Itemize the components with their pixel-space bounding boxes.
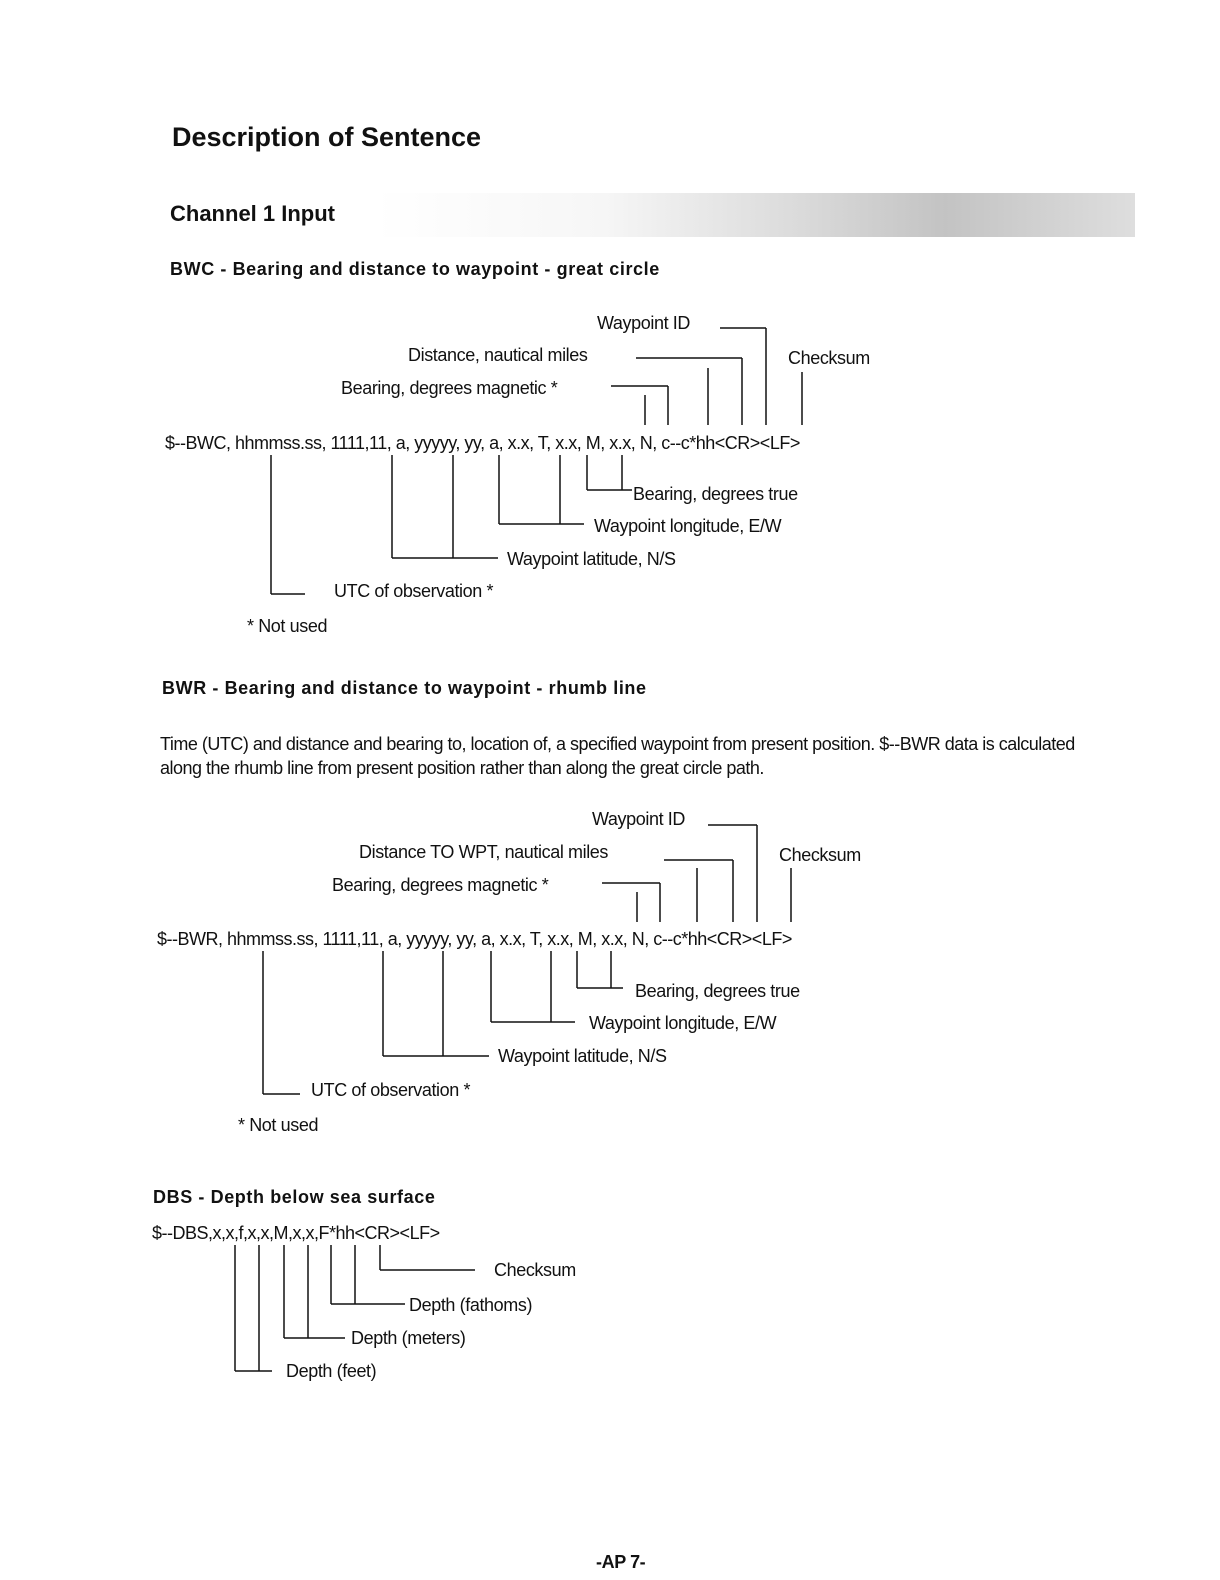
dbs-label-meters: Depth (meters) (351, 1328, 466, 1348)
bwc-label-waypoint-latitude: Waypoint latitude, N/S (507, 549, 676, 569)
bwr-description: Time (UTC) and distance and bearing to, location of, a specified waypoint from present position. $--BWR data is calculated along the rhumb line from present position rather than along the great circle path. (160, 734, 1075, 778)
bwc-label-waypoint-id: Waypoint ID (597, 313, 690, 333)
bwc-label-distance: Distance, nautical miles (408, 345, 588, 365)
bwr-label-utc: UTC of observation * (311, 1080, 471, 1100)
bwr-label-distance: Distance TO WPT, nautical miles (359, 842, 609, 862)
bwc-footnote: * Not used (247, 616, 328, 636)
bwr-label-bearing-true: Bearing, degrees true (635, 981, 800, 1001)
bwr-label-waypoint-id: Waypoint ID (592, 809, 685, 829)
bwc-label-bearing-magnetic: Bearing, degrees magnetic * (341, 378, 558, 398)
dbs-sentence: $--DBS,x,x,f,x,x,M,x,x,F*hh<CR><LF> (152, 1223, 440, 1243)
bwr-footnote: * Not used (238, 1115, 319, 1135)
channel-heading: Channel 1 Input (170, 201, 335, 226)
bwr-sentence: $--BWR, hhmmss.ss, 1111,11, a, yyyyy, yy, a, x.x, T, x.x, M, x.x, N, c--c*hh<CR><LF> (157, 929, 792, 949)
page-number: -AP 7- (596, 1552, 646, 1572)
dbs-label-checksum: Checksum (494, 1260, 576, 1280)
page-title: Description of Sentence (172, 122, 482, 152)
bwc-label-waypoint-longitude: Waypoint longitude, E/W (594, 516, 782, 536)
bwc-label-utc: UTC of observation * (334, 581, 494, 601)
dbs-heading: DBS - Depth below sea surface (153, 1187, 436, 1207)
bwc-label-checksum: Checksum (788, 348, 870, 368)
bwr-label-waypoint-longitude: Waypoint longitude, E/W (589, 1013, 777, 1033)
dbs-label-fathoms: Depth (fathoms) (409, 1295, 533, 1315)
bwc-sentence: $--BWC, hhmmss.ss, 1111,11, a, yyyyy, yy, a, x.x, T, x.x, M, x.x, N, c--c*hh<CR><LF> (165, 433, 800, 453)
bwr-label-bearing-magnetic: Bearing, degrees magnetic * (332, 875, 549, 895)
bwr-label-checksum: Checksum (779, 845, 861, 865)
dbs-label-feet: Depth (feet) (286, 1361, 377, 1381)
bwc-label-bearing-true: Bearing, degrees true (633, 484, 798, 504)
bwc-heading: BWC - Bearing and distance to waypoint - great circle (170, 259, 660, 279)
bwr-label-waypoint-latitude: Waypoint latitude, N/S (498, 1046, 667, 1066)
bwr-heading: BWR - Bearing and distance to waypoint - rhumb line (162, 678, 647, 698)
